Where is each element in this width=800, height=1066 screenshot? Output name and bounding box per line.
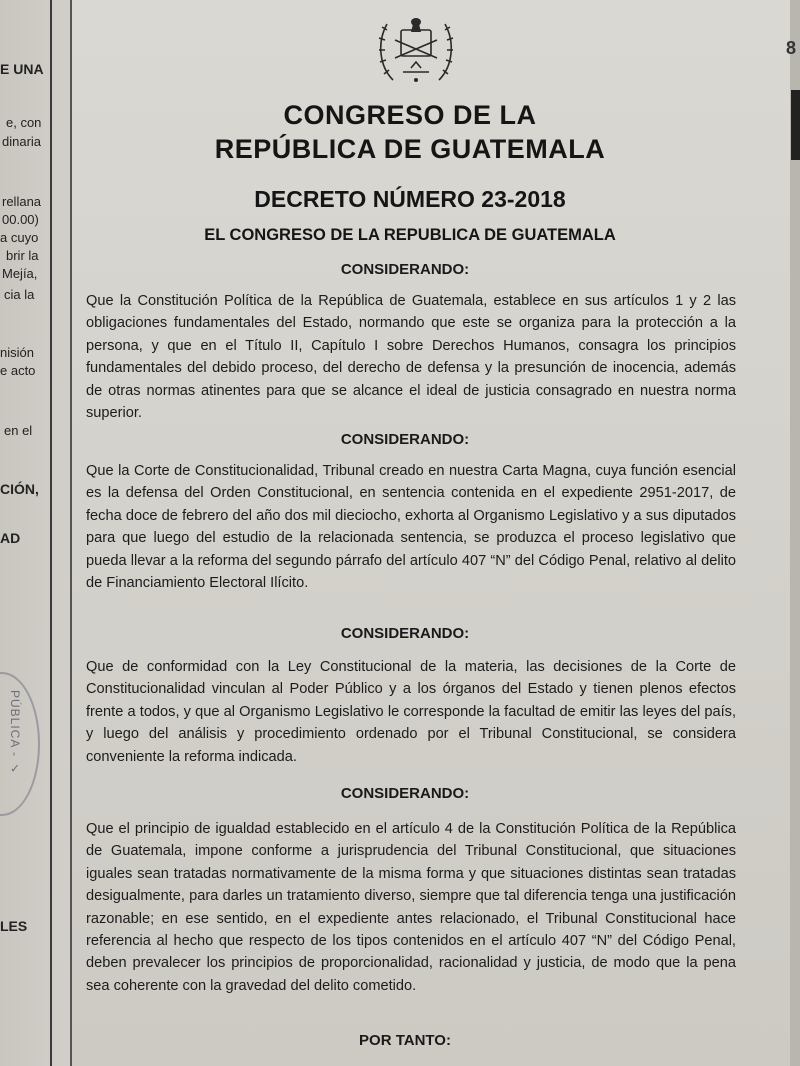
left-fragment: a cuyo xyxy=(0,230,39,245)
left-fragment: 00.00) xyxy=(2,212,39,227)
left-fragment: AD xyxy=(0,530,21,546)
page-title: CONGRESO DE LA xyxy=(283,100,537,130)
column-rule xyxy=(70,0,72,1066)
section-heading: CONSIDERANDO: xyxy=(340,785,470,802)
section-paragraph: Que la Corte de Constitucionalidad, Tribunal creado en nuestra Carta Magna, cuya función esencial es la defensa del Orden Constitucional, en sentencia contenida en el expediente 2951-2017, de fecha doce de febrero del año dos mil dieciocho, exhorta al Organismo Legislativo y a sus diputados para que luego del estudio de la relacionada sentencia, se produzca el proceso legislativo que pueda llevar a la reforma del segundo párrafo del artículo 407 “N” del Código Penal, relativo al delito de Financiamiento Electoral Ilícito. xyxy=(86,463,736,592)
section-heading: CONSIDERANDO: xyxy=(340,625,470,642)
decree-subtitle: EL CONGRESO DE LA REPUBLICA DE GUATEMALA xyxy=(204,226,616,244)
section-paragraph: Que la Constitución Política de la República de Guatemala, establece en sus artículos 1 y 2 las obligaciones fundamentales del Estado, normando que este se organiza para la protección a la persona, y que en el Título II, Capítulo I sobre Derechos Humanos, consagra los principios fundamentales del debido proceso, del derecho de defensa y la presunción de inocencia, además de otras normas atinentes para que se alcance el ideal de justicia consagrado en nuestra norma superior. xyxy=(86,293,736,422)
left-fragment: cia la xyxy=(4,287,35,302)
left-fragment: Mejía, xyxy=(2,266,38,281)
decree-number: DECRETO NÚMERO 23-2018 xyxy=(254,186,566,212)
section-paragraph: Que el principio de igualdad establecido en el artículo 4 de la Constitución Política de la República de Guatemala, impone conforme a jurisprudencia del Tribunal Constitucional, que situaciones iguales sean tratadas normativamente de la misma forma y que situaciones distintas sean tratadas desigualmente, para darles un tratamiento diverso, siempre que tal diferencia tenga una justificación razonable; en ese sentido, en el expediente antes relacionado, el Tribunal Constitucional hace referencia al hecho que respecto de los tipos contenidos en el artículo 407 “N” del Código Penal, deben prevalecer los principios de proporcionalidad, racionalidad y justicia, de modo que la pena sea coherente con la gravedad del delito cometido. xyxy=(86,821,736,994)
page-number: 8 xyxy=(786,38,797,58)
section-paragraph: Que de conformidad con la Ley Constitucional de la materia, las decisiones de la Corte de Constitucionalidad vinculan al Poder Público y a los órganos del Estado y tienen plenos efectos frente a todos, y que al Organismo Legislativo le corresponde la facultad de emitir las leyes del país, y luego del análisis y procedimiento ordenado por el Tribunal Constitucional, se considera conveniente la reforma indicada. xyxy=(86,659,736,765)
por-tanto-heading: POR TANTO: xyxy=(359,1032,451,1049)
left-fragment: brir la xyxy=(6,248,39,263)
left-fragment: CIÓN, xyxy=(0,481,39,497)
coat-of-arms-icon xyxy=(373,10,459,88)
stamp-seal-text: PÚBLICA - ✓ xyxy=(8,690,22,777)
column-rule xyxy=(50,0,52,1066)
section-heading: CONSIDERANDO: xyxy=(340,431,470,448)
next-page-bar xyxy=(791,90,800,160)
left-fragment: e, con xyxy=(6,115,42,130)
left-fragment: LES xyxy=(0,918,28,934)
left-fragment: E UNA xyxy=(0,61,44,77)
left-fragment: e acto xyxy=(0,363,36,378)
left-fragment: nisión xyxy=(0,345,34,360)
left-fragment: rellana xyxy=(2,194,42,209)
left-fragment: en el xyxy=(4,423,33,438)
page-title: REPÚBLICA DE GUATEMALA xyxy=(214,134,606,164)
section-heading: CONSIDERANDO: xyxy=(340,261,470,278)
left-fragment: dinaria xyxy=(2,134,42,149)
